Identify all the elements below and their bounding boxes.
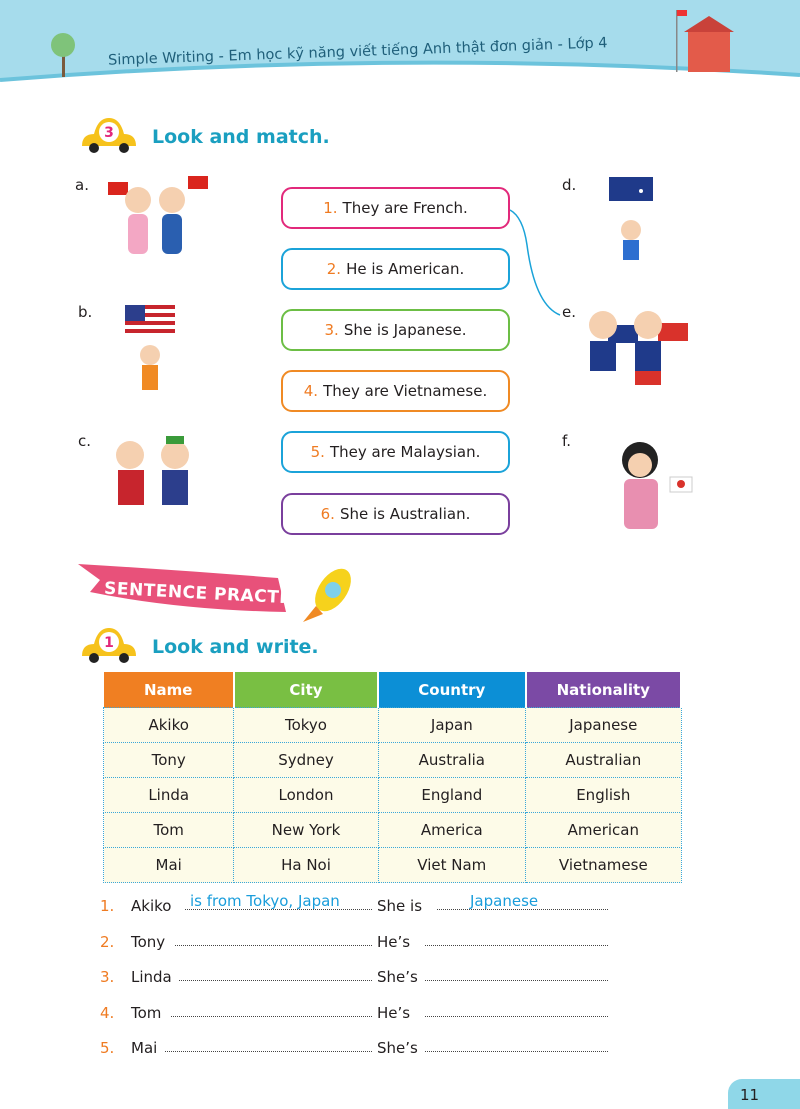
sentence-subject: Akiko: [131, 897, 172, 915]
sentence-number: 2.: [100, 933, 115, 951]
table-cell: Akiko: [104, 708, 234, 743]
option-he-is-american[interactable]: [281, 248, 510, 290]
table-cell: Vietnamese: [526, 848, 681, 883]
column-header-country: Country: [378, 672, 526, 708]
table-cell: Japan: [378, 708, 526, 743]
filled-answer-1: is from Tokyo, Japan: [190, 892, 340, 910]
exercise-title: Look and match.: [152, 126, 330, 148]
answer-blank-2[interactable]: [425, 945, 608, 946]
australian-girl-image: [605, 175, 665, 265]
malaysian-children-image: [100, 430, 210, 530]
sentence-number: 1.: [100, 897, 115, 915]
sentence-pronoun: He’s: [377, 933, 411, 951]
exercise-number: 1: [104, 635, 114, 651]
exercise-number: 3: [104, 125, 114, 141]
sentence-subject: Mai: [131, 1039, 158, 1057]
american-boy-image: [120, 300, 180, 400]
banner-text: SENTENCE PRACTICE: [103, 578, 312, 610]
info-table: [103, 672, 682, 883]
sentence-pronoun: She is: [377, 897, 423, 915]
table-cell: Sydney: [234, 743, 378, 778]
sentence-subject: Linda: [131, 968, 172, 986]
table-row: [104, 778, 682, 813]
answer-blank-2[interactable]: [425, 1016, 608, 1017]
car-number-badge-icon: [78, 626, 140, 666]
answer-blank-2[interactable]: [425, 1051, 608, 1052]
table-cell: Ha Noi: [234, 848, 378, 883]
option-text: They are Malaysian.: [329, 443, 481, 461]
option-they-are-vietnamese[interactable]: [281, 370, 510, 412]
sentence-subject: Tom: [131, 1004, 162, 1022]
sentence-pronoun: She’s: [377, 968, 418, 986]
filled-answer-2: Japanese: [470, 892, 539, 910]
table-cell: Viet Nam: [378, 848, 526, 883]
table-cell: Japanese: [526, 708, 681, 743]
sentence-pronoun: She’s: [377, 1039, 418, 1057]
option-they-are-french[interactable]: [281, 187, 510, 229]
table-cell: American: [526, 813, 681, 848]
sentence-subject: Tony: [131, 933, 166, 951]
table-row: [104, 743, 682, 778]
column-header-city: City: [234, 672, 378, 708]
table-row: [104, 708, 682, 743]
option-number: 2.: [326, 260, 342, 278]
car-number-badge-icon: [78, 116, 140, 156]
picture-label-d: d.: [562, 176, 577, 194]
sentence-pronoun: He’s: [377, 1004, 411, 1022]
table-cell: Tom: [104, 813, 234, 848]
option-number: 4.: [303, 382, 319, 400]
option-number: 1.: [323, 199, 338, 217]
answer-blank-2[interactable]: [425, 980, 608, 981]
answer-blank-1[interactable]: [165, 1051, 372, 1052]
column-header-nationality: Nationality: [526, 672, 681, 708]
option-they-are-malaysian[interactable]: [281, 431, 510, 473]
table-cell: England: [378, 778, 526, 813]
table-row: [104, 813, 682, 848]
table-row: [104, 848, 682, 883]
table-cell: Tokyo: [234, 708, 378, 743]
picture-label-f: f.: [562, 432, 571, 450]
table-cell: New York: [234, 813, 378, 848]
sentence-number: 4.: [100, 1004, 115, 1022]
vietnamese-children-image: [100, 170, 210, 280]
french-children-image: [578, 295, 693, 400]
answer-blank-1[interactable]: [179, 980, 372, 981]
match-line: [505, 205, 565, 320]
option-number: 6.: [320, 505, 335, 523]
answer-blank-1[interactable]: [175, 945, 372, 946]
option-she-is-australian[interactable]: [281, 493, 510, 535]
picture-label-e: e.: [562, 303, 576, 321]
column-header-name: Name: [104, 672, 234, 708]
table-cell: English: [526, 778, 681, 813]
option-she-is-japanese[interactable]: [281, 309, 510, 351]
option-text: They are French.: [342, 199, 468, 217]
table-cell: Australian: [526, 743, 681, 778]
option-number: 3.: [324, 321, 339, 339]
table-cell: Mai: [104, 848, 234, 883]
header-title: Simple Writing - Em học kỹ năng viết tiếng Anh thật đơn giản - Lớp 4: [107, 35, 608, 69]
sentence-number: 3.: [100, 968, 115, 986]
table-cell: America: [378, 813, 526, 848]
picture-label-b: b.: [78, 303, 93, 321]
table-cell: London: [234, 778, 378, 813]
picture-label-a: a.: [75, 176, 89, 194]
option-number: 5.: [310, 443, 325, 461]
sentence-number: 5.: [100, 1039, 115, 1057]
japanese-girl-image: [610, 435, 695, 535]
picture-label-c: c.: [78, 432, 92, 450]
table-cell: Tony: [104, 743, 234, 778]
option-text: She is Australian.: [339, 505, 471, 523]
table-cell: Australia: [378, 743, 526, 778]
answer-blank-1[interactable]: [171, 1016, 372, 1017]
option-text: They are Vietnamese.: [323, 382, 488, 400]
option-text: He is American.: [346, 260, 465, 278]
table-cell: Linda: [104, 778, 234, 813]
option-text: She is Japanese.: [343, 321, 467, 339]
page-number: 11: [728, 1079, 800, 1109]
exercise-title: Look and write.: [152, 636, 319, 658]
